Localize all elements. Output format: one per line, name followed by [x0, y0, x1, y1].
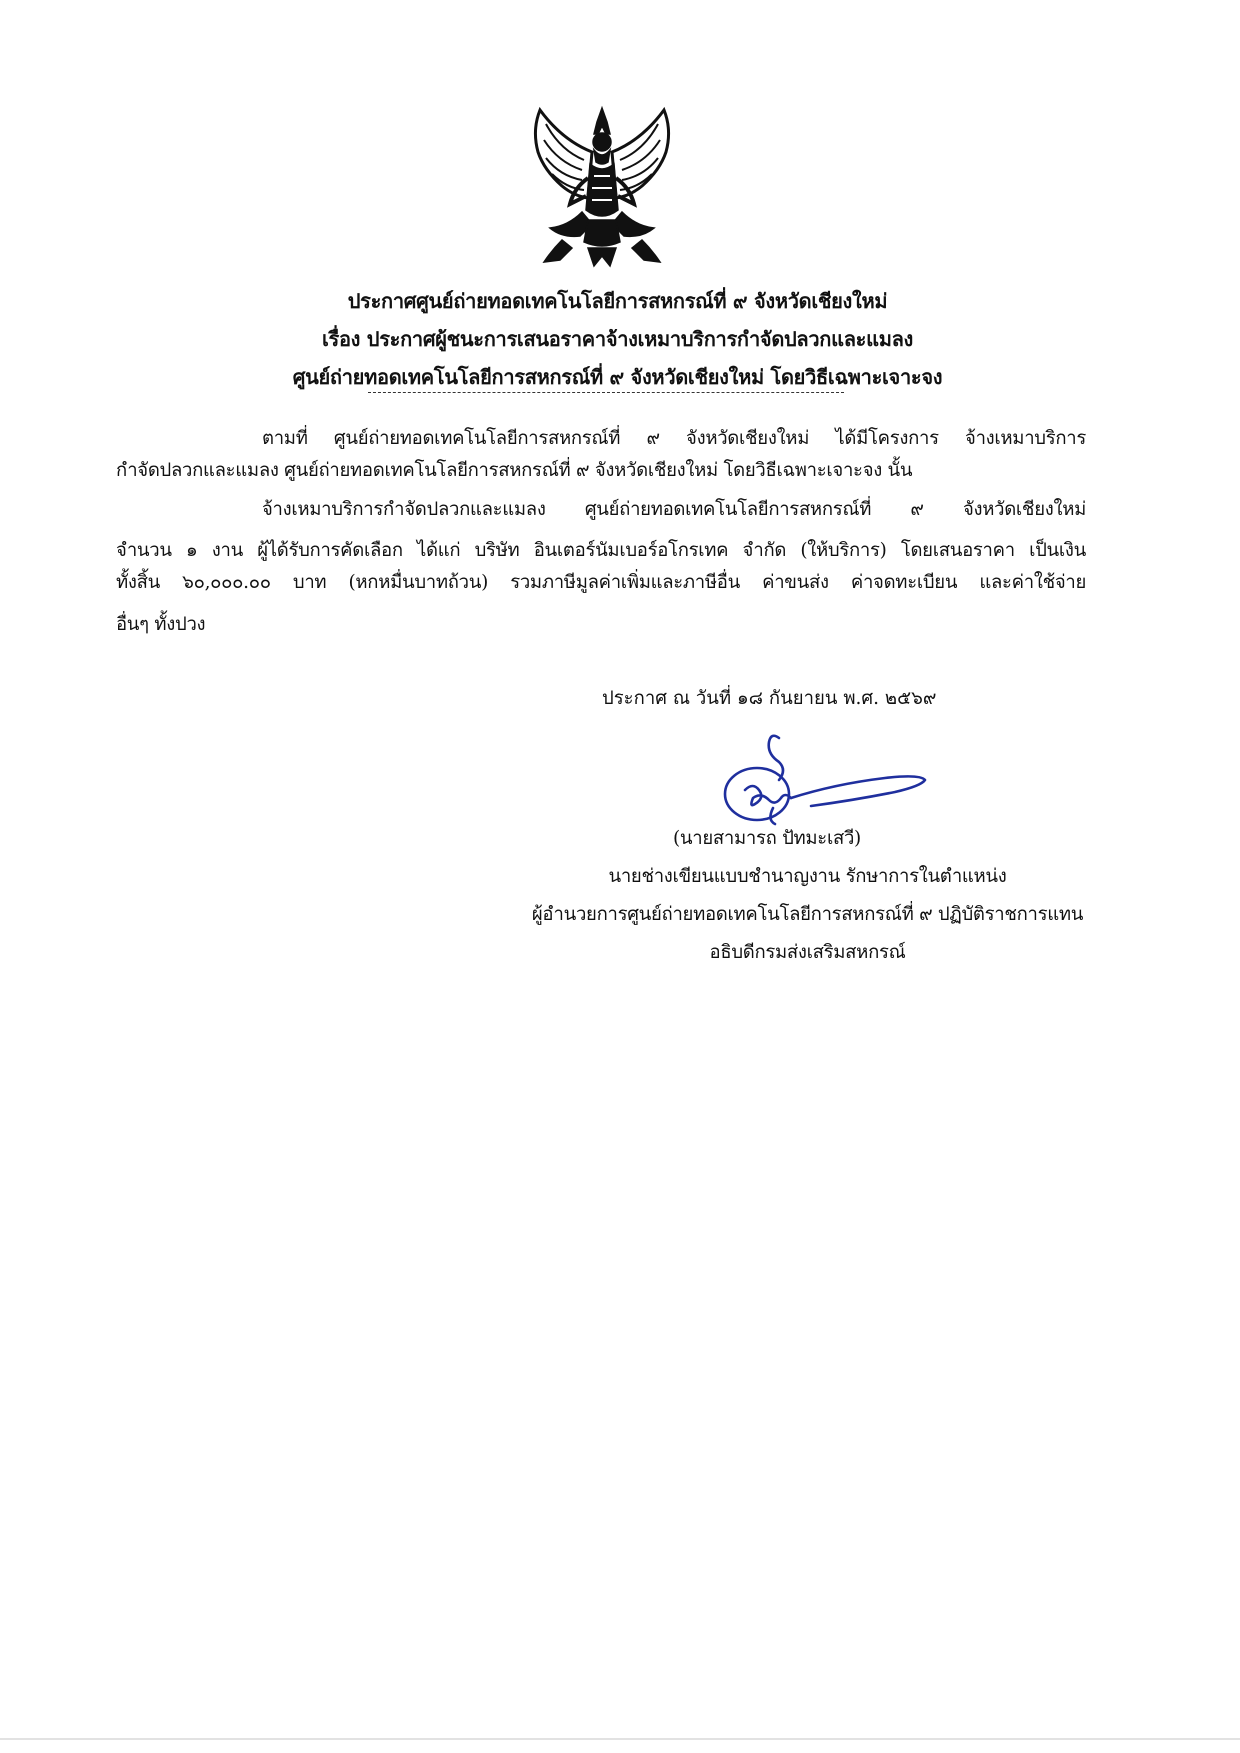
- announce-date: ประกาศ ณ วันที่ ๑๘ กันยายน พ.ศ. ๒๕๖๙: [602, 688, 937, 709]
- paragraph-2-line-4: อื่นๆ ทั้งปวง: [116, 614, 206, 635]
- signer-block: [420, 820, 1195, 972]
- page-bottom-edge: [0, 1738, 1240, 1740]
- paragraph-2-line-2: จำนวน ๑ งาน ผู้ได้รับการคัดเลือก ได้แก่ บริษัท อินเตอร์นัมเบอร์อโกรเทค จำกัด (ให้บริการ) โดยเสนอราคา เป็นเงิน: [116, 540, 1086, 561]
- paragraph-1-line-1: ตามที่ ศูนย์ถ่ายทอดเทคโนโลยีการสหกรณ์ที่ ๙ จังหวัดเชียงใหม่ ได้มีโครงการ จ้างเหมาบริการ: [262, 428, 1086, 449]
- garuda-emblem-icon: [522, 100, 682, 270]
- signer-position-2: ผู้อำนวยการศูนย์ถ่ายทอดเทคโนโลยีการสหกรณ์ที่ ๙ ปฏิบัติราชการแทน: [531, 904, 1084, 925]
- title-line-2: เรื่อง ประกาศผู้ชนะการเสนอราคาจ้างเหมาบริการกำจัดปลวกและแมลง: [321, 327, 914, 351]
- title-divider: [368, 392, 844, 393]
- announcement-title: [150, 282, 1085, 396]
- paragraph-1-line-2: กำจัดปลวกและแมลง ศูนย์ถ่ายทอดเทคโนโลยีการสหกรณ์ที่ ๙ จังหวัดเชียงใหม่ โดยวิธีเฉพาะเจาะจง นั้น: [116, 460, 913, 481]
- signer-position-1: นายช่างเขียนแบบชำนาญงาน รักษาการในตำแหน่ง: [608, 866, 1007, 887]
- title-line-3: ศูนย์ถ่ายทอดเทคโนโลยีการสหกรณ์ที่ ๙ จังหวัดเชียงใหม่ โดยวิธีเฉพาะเจาะจง: [292, 365, 943, 389]
- signer-position-3: อธิบดีกรมส่งเสริมสหกรณ์: [709, 942, 906, 963]
- signer-name: (นายสามารถ ปัทมะเสวี): [673, 828, 861, 849]
- paragraph-2-line-3: ทั้งสิ้น ๖๐,๐๐๐.๐๐ บาท (หกหมื่นบาทถ้วน) รวมภาษีมูลค่าเพิ่มและภาษีอื่น ค่าขนส่ง ค่าจดทะเบียน และค่าใช้จ่าย: [116, 572, 1086, 593]
- paragraph-2-line-1: จ้างเหมาบริการกำจัดปลวกและแมลง ศูนย์ถ่ายทอดเทคโนโลยีการสหกรณ์ที่ ๙ จังหวัดเชียงใหม่: [262, 499, 1086, 520]
- title-line-1: ประกาศศูนย์ถ่ายทอดเทคโนโลยีการสหกรณ์ที่ ๙ จังหวัดเชียงใหม่: [347, 289, 888, 313]
